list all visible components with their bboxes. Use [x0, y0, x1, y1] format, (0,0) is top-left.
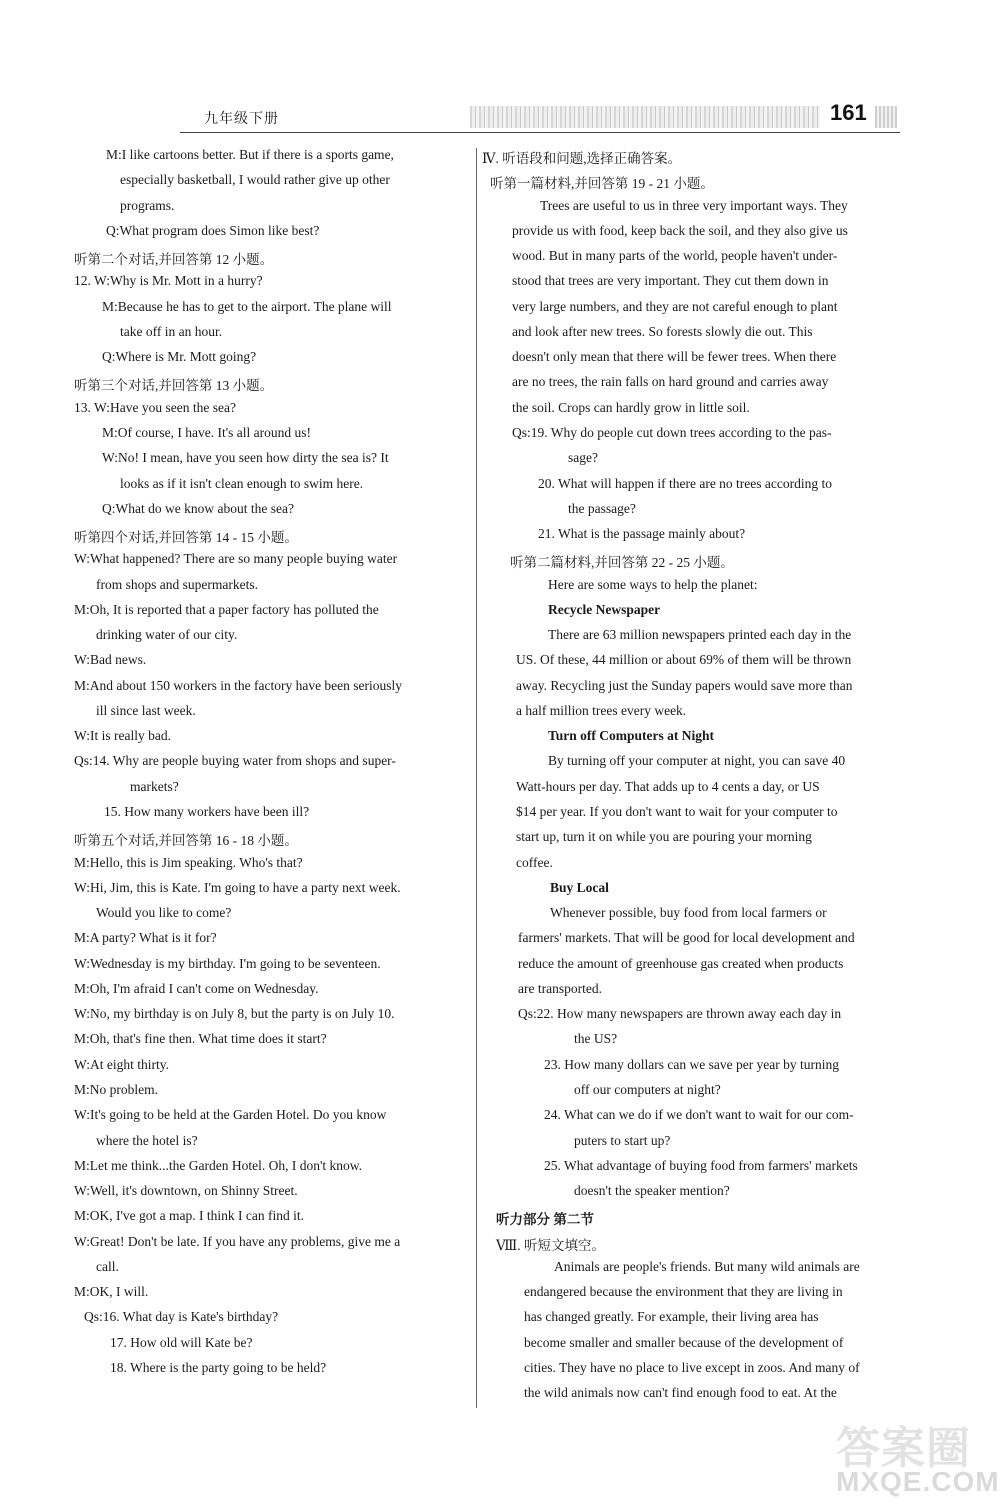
- column-divider: [476, 148, 477, 1408]
- right-column-line: doesn't the speaker mention?: [574, 1183, 730, 1199]
- left-column-line: Would you like to come?: [96, 905, 232, 921]
- left-column-line: M:Oh, that's fine then. What time does it start?: [74, 1031, 327, 1047]
- right-column-line: the wild animals now can't find enough food to eat. At the: [524, 1385, 837, 1401]
- right-column-line: cities. They have no place to live except in zoos. And many of: [524, 1359, 860, 1375]
- right-column-line: very large numbers, and they are not careful enough to plant: [512, 298, 838, 314]
- header-texture-tail: [875, 106, 897, 128]
- left-column-line: 15. How many workers have been ill?: [104, 804, 310, 820]
- left-column-line: M:Of course, I have. It's all around us!: [102, 424, 311, 440]
- left-column-line: markets?: [130, 778, 179, 794]
- right-column-line: 25. What advantage of buying food from farmers' markets: [544, 1157, 858, 1173]
- left-column-line: ill since last week.: [96, 702, 196, 718]
- right-column-line: the passage?: [568, 500, 636, 516]
- right-column-line: the soil. Crops can hardly grow in little soil.: [512, 399, 750, 415]
- left-column-line: M:Let me think...the Garden Hotel. Oh, I don't know.: [74, 1157, 363, 1173]
- left-column-line: 听第四个对话,并回答第 14 - 15 小题。: [74, 530, 298, 546]
- right-column-line: Turn off Computers at Night: [548, 728, 715, 744]
- page-number: 161: [830, 100, 867, 125]
- header-rule: [180, 132, 900, 133]
- right-column-line: endangered because the environment that they are living in: [524, 1284, 843, 1300]
- right-column-line: are no trees, the rain falls on hard ground and carries away: [512, 374, 829, 390]
- right-column-line: There are 63 million newspapers printed each day in the: [548, 627, 852, 643]
- right-column-line: Recycle Newspaper: [548, 601, 661, 617]
- watermark-logo: [836, 1408, 1000, 1498]
- left-column-line: 听第三个对话,并回答第 13 小题。: [74, 378, 274, 394]
- left-column-line: from shops and supermarkets.: [96, 576, 258, 592]
- watermark-url: MXQE.COM: [836, 1466, 1000, 1497]
- left-column-line: 17. How old will Kate be?: [110, 1334, 253, 1350]
- left-column-line: M:And about 150 workers in the factory have been seriously: [74, 677, 403, 693]
- header-texture: [470, 106, 820, 128]
- right-column-line: farmers' markets. That will be good for local development and: [518, 930, 855, 946]
- left-column-line: W:Well, it's downtown, on Shinny Street.: [74, 1183, 298, 1199]
- left-column-line: 听第五个对话,并回答第 16 - 18 小题。: [74, 833, 298, 849]
- left-column-line: M:OK, I've got a map. I think I can find it.: [74, 1208, 305, 1224]
- left-column-line: W:What happened? There are so many people buying water: [74, 551, 398, 567]
- right-column-line: Qs:19. Why do people cut down trees according to the pas-: [512, 424, 832, 440]
- right-column-line: US. Of these, 44 million or about 69% of them will be thrown: [516, 652, 852, 668]
- left-column-line: M:Oh, I'm afraid I can't come on Wednesday.: [74, 980, 319, 996]
- right-column-line: start up, turn it on while you are pouring your morning: [516, 829, 812, 845]
- left-column-line: W:It is really bad.: [74, 728, 171, 744]
- right-column-line: puters to start up?: [574, 1132, 671, 1148]
- left-column-line: M:I like cartoons better. But if there is a sports game,: [106, 147, 394, 162]
- right-column-line: provide us with food, keep back the soil, and they also give us: [512, 222, 848, 238]
- right-column-line: 23. How many dollars can we save per year by turning: [544, 1056, 840, 1072]
- right-column-line: the US?: [574, 1031, 618, 1047]
- right-column-line: $14 per year. If you don't want to wait for your computer to: [516, 804, 838, 820]
- right-column-line: Buy Local: [550, 879, 609, 895]
- left-column-line: M:Because he has to get to the airport. The plane will: [102, 298, 392, 314]
- left-column-line: where the hotel is?: [96, 1132, 198, 1148]
- right-column-line: Ⅷ. 听短文填空。: [496, 1237, 606, 1253]
- left-column-line: W:Great! Don't be late. If you have any problems, give me a: [74, 1233, 401, 1249]
- right-column-line: doesn't only mean that there will be fewer trees. When there: [512, 349, 837, 365]
- left-column-line: take off in an hour.: [120, 323, 223, 339]
- right-column-line: 听第一篇材料,并回答第 19 - 21 小题。: [490, 176, 714, 192]
- left-column-line: Q:What program does Simon like best?: [106, 222, 320, 238]
- left-column-line: W:Wednesday is my birthday. I'm going to be seventeen.: [74, 955, 381, 971]
- right-column-line: Animals are people's friends. But many wild animals are: [554, 1258, 860, 1274]
- left-column-line: W:It's going to be held at the Garden Hotel. Do you know: [74, 1107, 387, 1123]
- right-column-line: sage?: [568, 450, 598, 466]
- right-column-line: away. Recycling just the Sunday papers would save more than: [516, 677, 853, 693]
- left-column-line: 听第二个对话,并回答第 12 小题。: [74, 252, 274, 268]
- page-header: [180, 100, 900, 134]
- right-column-line: stood that trees are very important. They cut them down in: [512, 273, 829, 289]
- right-column-line: Watt-hours per day. That adds up to 4 cents a day, or US: [516, 778, 820, 794]
- right-column-line: Ⅳ. 听语段和问题,选择正确答案。: [482, 151, 682, 166]
- left-column-line: especially basketball, I would rather give up other: [120, 172, 390, 188]
- left-column-line: Qs:16. What day is Kate's birthday?: [84, 1309, 279, 1325]
- right-column-line: coffee.: [516, 854, 553, 870]
- right-column-line: a half million trees every week.: [516, 702, 687, 718]
- right-column-line: reduce the amount of greenhouse gas created when products: [518, 955, 844, 971]
- right-column-line: Whenever possible, buy food from local farmers or: [550, 905, 827, 921]
- left-column-line: looks as if it isn't clean enough to swim here.: [120, 475, 364, 491]
- left-column-line: M:OK, I will.: [74, 1284, 149, 1300]
- left-column-line: Qs:14. Why are people buying water from shops and super-: [74, 753, 396, 769]
- left-column-line: programs.: [120, 197, 175, 213]
- left-column-line: W:At eight thirty.: [74, 1056, 169, 1072]
- right-column-line: 听力部分 第二节: [496, 1212, 594, 1228]
- left-column-line: M:A party? What is it for?: [74, 930, 217, 946]
- left-column-line: W:Bad news.: [74, 652, 147, 668]
- left-column-line: 18. Where is the party going to be held?: [110, 1359, 327, 1375]
- left-column-line: drinking water of our city.: [96, 627, 238, 643]
- left-column-line: 13. W:Have you seen the sea?: [74, 399, 236, 415]
- right-column-line: become smaller and smaller because of the development of: [524, 1334, 844, 1350]
- left-column-line: W:No! I mean, have you seen how dirty the sea is? It: [102, 450, 389, 466]
- left-column-line: call.: [96, 1258, 119, 1274]
- left-column-line: 12. W:Why is Mr. Mott in a hurry?: [74, 273, 263, 289]
- left-column-line: W:Hi, Jim, this is Kate. I'm going to have a party next week.: [74, 879, 401, 895]
- right-column-line: Trees are useful to us in three very important ways. They: [540, 197, 848, 213]
- right-column-line: 听第二篇材料,并回答第 22 - 25 小题。: [510, 555, 734, 571]
- left-column-line: Q:Where is Mr. Mott going?: [102, 349, 257, 365]
- left-column-line: Q:What do we know about the sea?: [102, 500, 294, 516]
- right-column-line: and look after new trees. So forests slowly die out. This: [512, 323, 813, 339]
- right-column-line: 24. What can we do if we don't want to wait for our com-: [544, 1107, 854, 1123]
- right-column-line: 21. What is the passage mainly about?: [538, 526, 746, 542]
- left-column-line: W:No, my birthday is on July 8, but the party is on July 10.: [74, 1006, 395, 1022]
- right-column-line: off our computers at night?: [574, 1081, 721, 1097]
- right-column-line: has changed greatly. For example, their living area has: [524, 1309, 819, 1325]
- right-column-line: wood. But in many parts of the world, people haven't under-: [512, 248, 838, 264]
- left-column-line: M:Oh, It is reported that a paper factory has polluted the: [74, 601, 379, 617]
- right-column-line: By turning off your computer at night, you can save 40: [548, 753, 846, 769]
- right-column-line: are transported.: [518, 980, 602, 996]
- left-column-line: M:No problem.: [74, 1081, 158, 1097]
- right-column-line: 20. What will happen if there are no trees according to: [538, 475, 833, 491]
- right-column-line: Qs:22. How many newspapers are thrown away each day in: [518, 1006, 842, 1022]
- watermark-text: 答案圈: [836, 1423, 971, 1474]
- left-column-line: M:Hello, this is Jim speaking. Who's that?: [74, 854, 303, 870]
- book-title: 九年级下册: [204, 112, 279, 127]
- right-column-line: Here are some ways to help the planet:: [548, 576, 758, 592]
